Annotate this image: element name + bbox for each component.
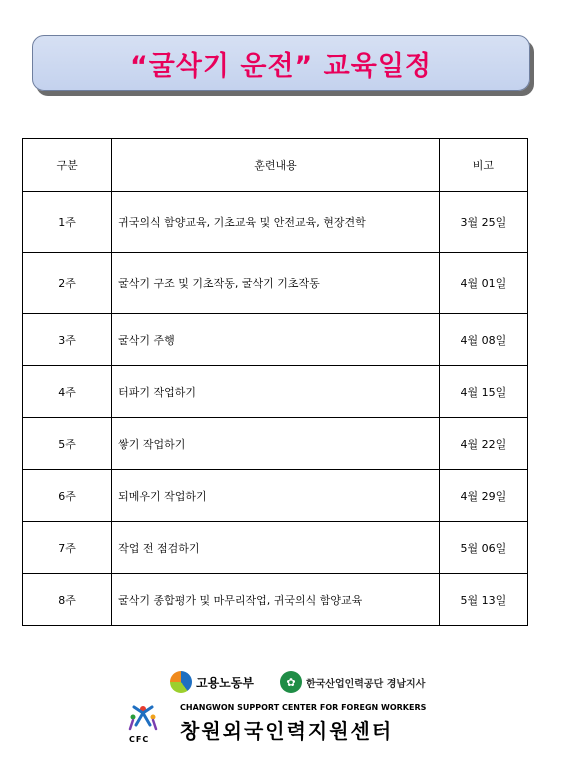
note-cell: 4월 22일: [439, 418, 527, 470]
content-cell: 작업 전 점검하기: [112, 522, 440, 574]
content-cell: 쌓기 작업하기: [112, 418, 440, 470]
note-cell: 4월 08일: [439, 314, 527, 366]
week-cell: 4주: [23, 366, 112, 418]
table-row: [23, 314, 528, 366]
note-cell: 5월 06일: [439, 522, 527, 574]
table-row: [23, 522, 528, 574]
table-row: [23, 253, 528, 314]
note-cell: 3월 25일: [439, 192, 527, 253]
content-cell: 굴삭기 종합평가 및 마무리작업, 귀국의식 함양교육: [112, 574, 440, 626]
hrd-emblem-icon: ✿: [280, 671, 302, 693]
cfc-label: CFC: [129, 735, 150, 744]
moel-logo: [170, 671, 254, 693]
schedule-table: [22, 138, 528, 626]
cfc-emblem: [122, 703, 166, 749]
content-cell: 터파기 작업하기: [112, 366, 440, 418]
page-title: “굴삭기 운전” 교육일정: [129, 50, 433, 82]
header-content: 훈련내용: [112, 139, 440, 192]
note-cell: 4월 15일: [439, 366, 527, 418]
center-name-ko: 창원외국인력지원센터: [180, 719, 394, 743]
hrd-logo: [280, 671, 425, 693]
note-cell: 4월 29일: [439, 470, 527, 522]
note-cell: 5월 13일: [439, 574, 527, 626]
content-cell: 굴삭기 구조 및 기초작동, 굴삭기 기초작동: [112, 253, 440, 314]
partner-logos: [170, 664, 430, 700]
center-logo: [122, 703, 452, 749]
table-row: [23, 192, 528, 253]
moel-emblem-icon: [170, 671, 192, 693]
hrd-logo-text: 한국산업인력공단 경남지사: [305, 678, 426, 690]
week-cell: 5주: [23, 418, 112, 470]
week-cell: 8주: [23, 574, 112, 626]
week-cell: 1주: [23, 192, 112, 253]
table-row: [23, 574, 528, 626]
table-row: [23, 470, 528, 522]
note-cell: 4월 01일: [439, 253, 527, 314]
content-cell: 되메우기 작업하기: [112, 470, 440, 522]
week-cell: 6주: [23, 470, 112, 522]
week-cell: 7주: [23, 522, 112, 574]
table-row: [23, 418, 528, 470]
header-note: 비고: [439, 139, 527, 192]
week-cell: 2주: [23, 253, 112, 314]
content-cell: 귀국의식 함양교육, 기초교육 및 안전교육, 현장견학: [112, 192, 440, 253]
week-cell: 3주: [23, 314, 112, 366]
moel-logo-text: 고용노동부: [196, 675, 254, 690]
header-week: 구분: [23, 139, 112, 192]
table-header-row: [23, 139, 528, 192]
cfc-people-icon: [128, 705, 158, 733]
center-name-en: CHANGWON SUPPORT CENTER FOR FOREGN WORKERS: [180, 703, 427, 712]
table-row: [23, 366, 528, 418]
content-cell: 굴삭기 주행: [112, 314, 440, 366]
title-banner: [32, 35, 530, 91]
